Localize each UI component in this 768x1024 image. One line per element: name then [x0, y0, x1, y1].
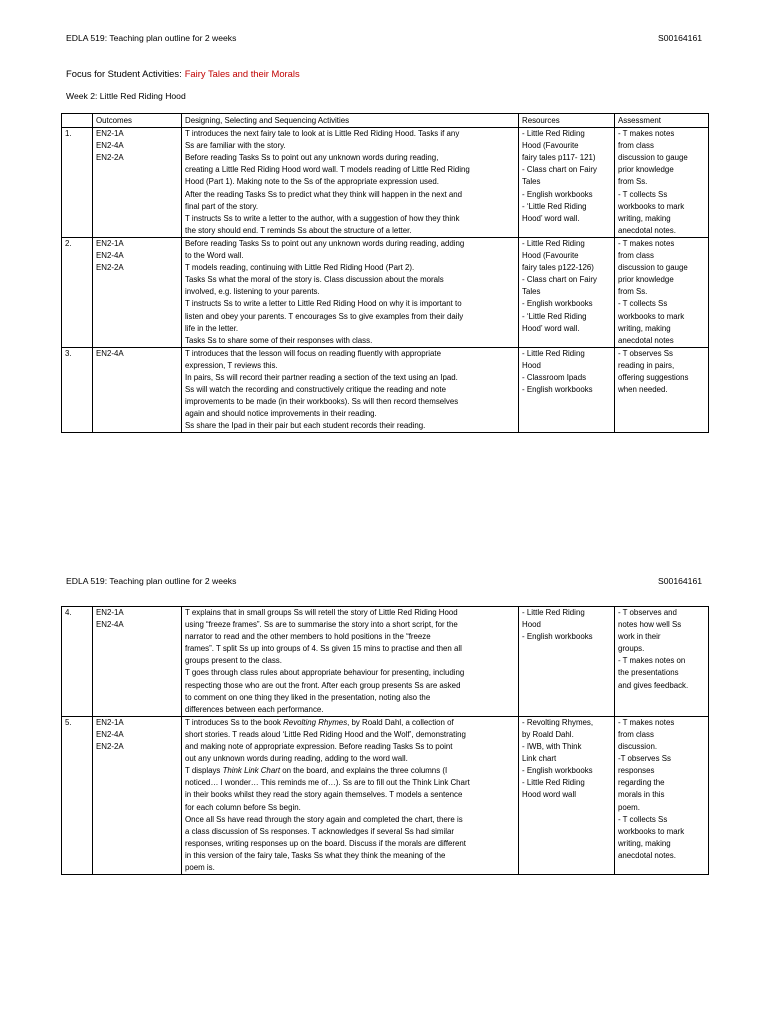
cell-line: anecdotal notes. [618, 850, 676, 860]
cell-line: EN2-2A [96, 153, 124, 163]
cell-line: - Little Red Riding [522, 129, 585, 139]
cell-line: workbooks to mark [618, 201, 685, 211]
cell-line: EN2-4A [96, 141, 124, 151]
activities-cell [182, 237, 519, 347]
document-title: EDLA 519: Teaching plan outline for 2 weeks [66, 33, 237, 43]
cell-line: from class [618, 141, 654, 151]
cell-line: T introduces that the lesson will focus on reading fluently with appropriate [185, 348, 442, 358]
cell-line: discussion to gauge [618, 153, 688, 163]
text-segment: T displays [185, 766, 223, 776]
cell-line: anecdotal notes [618, 335, 674, 345]
cell-line: In pairs, Ss will record their partner reading a section of the text using an Ipad. [185, 372, 458, 382]
cell-line: Hood’ word wall. [522, 213, 580, 223]
cell-line: morals in this [618, 790, 665, 800]
cell-line: - ‘Little Red Riding [522, 201, 587, 211]
cell-line: - T makes notes [618, 717, 675, 727]
column-header-assessment: Assessment [615, 114, 709, 128]
outcomes-cell [93, 237, 182, 347]
cell-line: EN2-4A [96, 729, 124, 739]
cell-line: EN2-1A [96, 608, 124, 617]
cell-line: - IWB, with Think [522, 742, 582, 752]
activities-cell [182, 347, 519, 433]
italic-title: Think Link Chart [222, 766, 281, 776]
activities-cell [182, 128, 519, 238]
cell-line: - Revolting Rhymes, [522, 717, 594, 727]
cell-line: groups. [618, 644, 645, 654]
page-header [66, 33, 702, 43]
resources-cell [519, 607, 615, 717]
cell-line: writing, making [618, 323, 671, 333]
cell-line: - Little Red Riding [522, 778, 585, 788]
italic-title: Revolting Rhymes [283, 717, 348, 727]
cell-line: the story should end. T reminds Ss about the structure of a letter. [185, 225, 412, 235]
cell-line: differences between each performance. [185, 704, 324, 714]
cell-line: again and should notice improvements in their reading. [185, 409, 377, 419]
cell-line [185, 802, 515, 814]
cell-line: frames”. T split Ss up into groups of 4. Ss given 15 mins to practise and then all [185, 644, 462, 654]
cell-line: Hood word wall [522, 790, 576, 800]
cell-line: - T observes Ss [618, 348, 673, 358]
assessment-cell [615, 128, 709, 238]
cell-line: Tales [522, 287, 541, 297]
cell-line: reading in pairs, [618, 360, 675, 370]
cell-line: Tasks Ss what the moral of the story is. Class discussion about the morals [185, 275, 444, 285]
cell-line: writing, making [618, 213, 671, 223]
cell-line: - English workbooks [522, 766, 593, 776]
cell-line: - ‘Little Red Riding [522, 311, 587, 321]
cell-line: from class [618, 729, 654, 739]
cell-line: Ss share the Ipad in their pair but each student records their reading. [185, 421, 426, 431]
cell-line [185, 850, 515, 862]
text-segment: out any unknown words during reading, adding to the word wall. [185, 754, 408, 764]
cell-line: narrator to read and the other members to hold positions in the “freeze [185, 632, 431, 642]
focus-label: Focus for Student Activities: [66, 68, 182, 79]
lesson-number: 1. [62, 128, 93, 238]
cell-line: - T collects Ss [618, 299, 668, 309]
focus-value: Fairy Tales and their Morals [184, 68, 300, 79]
text-segment: , by Roald Dahl, a collection of [347, 717, 454, 727]
cell-line: - T makes notes [618, 129, 675, 139]
cell-line: regarding the [618, 778, 665, 788]
table-row [62, 237, 709, 347]
text-segment: for each column before Ss begin. [185, 802, 301, 812]
resources-cell [519, 716, 615, 874]
cell-line [185, 789, 515, 801]
cell-line: - Little Red Riding [522, 608, 585, 617]
table-header-row [62, 114, 709, 128]
cell-line: - Little Red Riding [522, 238, 585, 248]
cell-line: when needed. [618, 385, 668, 395]
assessment-cell [615, 716, 709, 874]
outcomes-cell [93, 128, 182, 238]
week-label: Week 2: Little Red Riding Hood [66, 91, 186, 101]
cell-line: -T observes Ss [618, 754, 671, 764]
table-row [62, 347, 709, 433]
cell-line: EN2-2A [96, 742, 124, 752]
outcomes-cell [93, 347, 182, 433]
student-id-2: S00164161 [658, 576, 702, 586]
focus-line [66, 68, 300, 79]
cell-line: - Little Red Riding [522, 348, 585, 358]
cell-line: T explains that in small groups Ss will retell the story of Little Red Riding Hood [185, 608, 458, 617]
cell-line: EN2-1A [96, 717, 124, 727]
cell-line: Hood (Part 1). Making note to the Ss of the appropriate expression used. [185, 177, 439, 187]
cell-line: Hood [522, 360, 541, 370]
page-header-2 [66, 576, 702, 586]
assessment-cell [615, 347, 709, 433]
lesson-number: 4. [62, 607, 93, 717]
cell-line: the presentations [618, 668, 679, 678]
cell-line: respecting those who are out the front. After each group presents Ss are asked [185, 680, 461, 690]
cell-line [185, 862, 515, 874]
cell-line: fairy tales p117- 121) [522, 153, 596, 163]
cell-line: Before reading Tasks Ss to point out any unknown words during reading, adding [185, 238, 465, 248]
cell-line: work in their [618, 632, 661, 642]
cell-line: Ss will watch the recording and constructively critique the reading and note [185, 385, 446, 395]
cell-line: EN2-1A [96, 238, 124, 248]
teaching-plan-table-week2-part1 [61, 113, 709, 433]
cell-line: EN2-4A [96, 620, 124, 630]
cell-line: prior knowledge [618, 165, 674, 175]
resources-cell [519, 347, 615, 433]
text-segment: noticed… I wonder… This reminds me of…). Ss are to fill out the Think Link Chart [185, 778, 470, 788]
cell-line: from Ss. [618, 287, 648, 297]
text-segment: short stories. T reads aloud ‘Little Red Riding Hood and the Wolf’, demonstrating [185, 729, 466, 739]
cell-line: fairy tales p122-126) [522, 263, 594, 273]
cell-line: - Class chart on Fairy [522, 165, 597, 175]
text-segment: responses, writing responses up on the board. Discuss if the morals are different [185, 838, 466, 848]
column-header-outcomes: Outcomes [93, 114, 182, 128]
lesson-number: 5. [62, 716, 93, 874]
text-segment: and making note of appropriate expression. Before reading Tasks Ss to point [185, 742, 453, 752]
cell-line [185, 753, 515, 765]
cell-line: discussion. [618, 742, 658, 752]
resources-cell [519, 237, 615, 347]
document-title-2: EDLA 519: Teaching plan outline for 2 weeks [66, 576, 237, 586]
cell-line: - English workbooks [522, 299, 593, 309]
cell-line: writing, making [618, 838, 671, 848]
cell-line: to the Word wall. [185, 251, 244, 261]
table-row [62, 128, 709, 238]
cell-line: to comment on one thing they liked in the presentation, noting also the [185, 692, 431, 702]
cell-line: - Classroom Ipads [522, 372, 587, 382]
cell-line [185, 814, 515, 826]
cell-line: poem. [618, 802, 640, 812]
cell-line: EN2-2A [96, 263, 124, 273]
cell-line: T introduces the next fairy tale to look at is Little Red Riding Hood. Tasks if any [185, 129, 460, 139]
lesson-number: 3. [62, 347, 93, 433]
cell-line: listen and obey your parents. T encourages Ss to give examples from their daily [185, 311, 464, 321]
student-id: S00164161 [658, 33, 702, 43]
cell-line: EN2-4A [96, 251, 124, 261]
assessment-cell [615, 237, 709, 347]
cell-line: notes how well Ss [618, 620, 682, 630]
cell-line [185, 826, 515, 838]
cell-line: Hood [522, 620, 541, 630]
cell-line: using “freeze frames”. Ss are to summarise the story into a short script, for the [185, 620, 458, 630]
teaching-plan-table-week2-part2 [61, 606, 709, 875]
cell-line: T instructs Ss to write a letter to Little Red Riding Hood on why it is important to [185, 299, 462, 309]
text-segment: T introduces Ss to the book [185, 717, 284, 727]
text-segment: in this version of the fairy tale, Tasks Ss what they think the meaning of the [185, 850, 446, 860]
cell-line: Before reading Tasks Ss to point out any unknown words during reading, [185, 153, 439, 163]
cell-line: - T collects Ss [618, 189, 668, 199]
activities-cell [182, 607, 519, 717]
cell-line: - Class chart on Fairy [522, 275, 597, 285]
cell-line: - T makes notes on [618, 656, 686, 666]
assessment-cell [615, 607, 709, 717]
cell-line: anecdotal notes. [618, 225, 676, 235]
text-segment: Once all Ss have read through the story again and completed the chart, there is [185, 814, 463, 824]
cell-line: Hood (Favourite [522, 141, 579, 151]
cell-line: creating a Little Red Riding Hood word wall. T models reading of Little Red Riding [185, 165, 470, 175]
text-segment: poem is. [185, 862, 215, 872]
cell-line: Hood (Favourite [522, 251, 579, 261]
outcomes-cell [93, 716, 182, 874]
cell-line: - English workbooks [522, 632, 593, 642]
cell-line: offering suggestions [618, 372, 689, 382]
column-header-resources: Resources [519, 114, 615, 128]
cell-line: T goes through class rules about appropriate behaviour for presenting, including [185, 668, 465, 678]
resources-cell [519, 128, 615, 238]
cell-line: expression, T reviews this. [185, 360, 278, 370]
cell-line: T instructs Ss to write a letter to the author, with a suggestion of how they think [185, 213, 460, 223]
cell-line: - T makes notes [618, 238, 675, 248]
cell-line [185, 777, 515, 789]
cell-line: - English workbooks [522, 385, 593, 395]
cell-line: Link chart [522, 754, 557, 764]
cell-line: workbooks to mark [618, 826, 685, 836]
cell-line [185, 729, 515, 741]
cell-line: from class [618, 251, 654, 261]
cell-line: Ss are familiar with the story. [185, 141, 286, 151]
cell-line [185, 765, 515, 777]
cell-line: improvements to be made (in their workbooks). Ss will then record themselves [185, 397, 459, 407]
text-segment: a class discussion of Ss responses. T acknowledges if several Ss had similar [185, 826, 454, 836]
cell-line: Hood’ word wall. [522, 323, 580, 333]
cell-line: involved, e.g. listening to your parents. [185, 287, 320, 297]
cell-line: Tasks Ss to share some of their responses with class. [185, 335, 373, 345]
cell-line: and gives feedback. [618, 680, 689, 690]
cell-line: - T observes and [618, 608, 677, 617]
cell-line: life in the letter. [185, 323, 239, 333]
cell-line: - T collects Ss [618, 814, 668, 824]
cell-line: groups present to the class. [185, 656, 282, 666]
cell-line: - English workbooks [522, 189, 593, 199]
column-header-number [62, 114, 93, 128]
cell-line: T models reading, continuing with Little Red Riding Hood (Part 2). [185, 263, 415, 273]
cell-line: discussion to gauge [618, 263, 688, 273]
table-row [62, 716, 709, 874]
cell-line [185, 717, 515, 729]
text-segment: on the board, and explains the three columns (I [280, 766, 448, 776]
text-segment: in their books whilst they read the story again themselves. T models a sentence [185, 790, 463, 800]
table-row [62, 607, 709, 717]
cell-line: workbooks to mark [618, 311, 685, 321]
cell-line [185, 838, 515, 850]
column-header-activities: Designing, Selecting and Sequencing Activities [182, 114, 519, 128]
lesson-number: 2. [62, 237, 93, 347]
cell-line: EN2-1A [96, 129, 124, 139]
cell-line: EN2-4A [96, 348, 124, 358]
cell-line: responses [618, 766, 655, 776]
cell-line: final part of the story. [185, 201, 259, 211]
cell-line: Tales [522, 177, 541, 187]
cell-line [185, 741, 515, 753]
cell-line: from Ss. [618, 177, 648, 187]
cell-line: After the reading Tasks Ss to predict what they think will happen in the next and [185, 189, 463, 199]
outcomes-cell [93, 607, 182, 717]
cell-line: by Roald Dahl. [522, 729, 574, 739]
cell-line: prior knowledge [618, 275, 674, 285]
activities-cell [182, 716, 519, 874]
